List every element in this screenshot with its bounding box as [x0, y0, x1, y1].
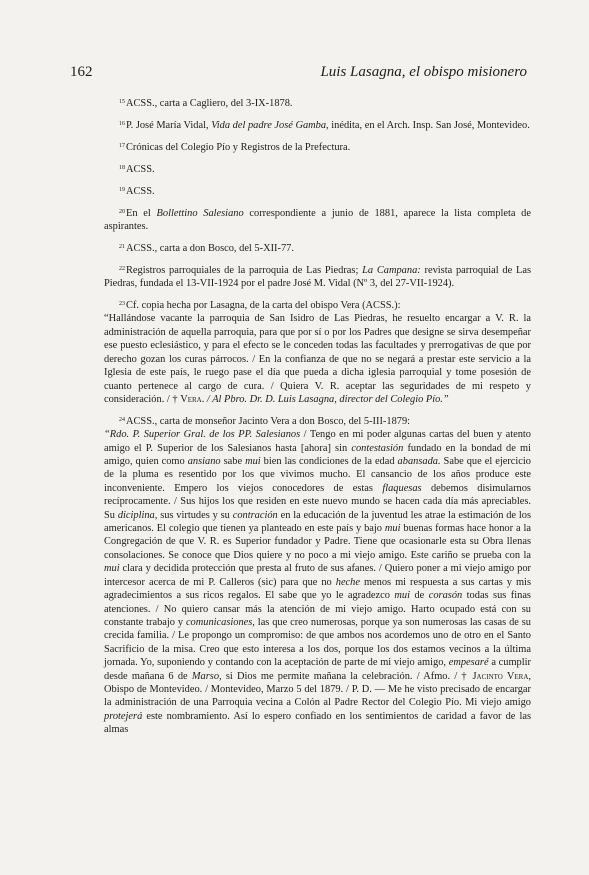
note-text: En el: [126, 207, 157, 219]
work-title: La Campana:: [362, 264, 421, 276]
note-number: 24: [119, 416, 125, 423]
note-number: 17: [119, 142, 125, 149]
work-title: Vida del padre José Gamba,: [211, 119, 329, 131]
quote-italic-run: Marso,: [191, 670, 222, 682]
signature: Jacinto Vera,: [472, 670, 531, 682]
page-number: 162: [70, 64, 93, 80]
footnotes: [104, 96, 531, 744]
quote-text-run: debemos disimularnos recíprocamente. / Sus hijos los que residen en este nuevo mundo se hacen cada día más apreciables. Su: [104, 482, 531, 521]
note-23: [104, 298, 531, 312]
note-text: ACSS., carta de monseñor Jacinto Vera a don Bosco, del 5-III-1879:: [126, 415, 411, 427]
vera-to-bosco-letter-quote: [104, 428, 531, 736]
note-number: 20: [119, 208, 125, 215]
quote-italic-run: ansiano: [187, 456, 221, 468]
quote-italic-run: corasón: [428, 590, 463, 602]
quote-italic-run: contestasión: [351, 442, 404, 454]
quote-text-run: Obispo de Montevideo. / Montevideo, Marzo 5 del 1879. / P. D. — Me he visto precisado de encargar la administración de una Parroquia vecina a Colón al Padre Rector del Colegio Pío. Mi viejo amigo: [104, 683, 531, 709]
quote-italic-run: abansada.: [397, 456, 441, 468]
quote-text-run: menos mi respuesta a sus cartas y mis agradecimientos a sus ricos regalos. El sabe que yo le agradezco: [104, 576, 531, 602]
work-title: Bollettino Salesiano: [156, 207, 244, 219]
quote-italic-run: protejerá: [104, 710, 143, 722]
note-text: correspondiente a junio de 1881, aparece la lista completa de aspirantes.: [104, 207, 531, 232]
note-16: [104, 118, 531, 132]
quote-italic-run: mui: [245, 456, 261, 468]
quote-italic-run: mui: [384, 523, 401, 535]
note-text: ACSS.: [126, 163, 155, 175]
note-22: [104, 263, 531, 291]
quote-text-run: sabe: [220, 456, 246, 468]
running-title: Luis Lasagna, el obispo misionero: [320, 64, 527, 80]
quote-text-run: / Tengo en mi poder algunas cartas del buen y atento amigo el P. Superior de los Salesianos hasta [ahora] sin: [104, 429, 531, 454]
note-24: [104, 414, 531, 428]
quote-text-run: las que creo numerosas, porque ya son numerosas las casas de su crecida familia. / Le propongo un compromiso: de que ambos nos acordemos uno de otro en el Santo Sacrificio de la misa. Creo que esto interesa a los dos, porque los dos estamos vecinos a la última jornada. Yo, suponiendo y contando con la aceptación de parte de mi viejo amigo,: [104, 616, 531, 669]
note-number: 16: [119, 120, 125, 127]
quote-text: “Hallándose vacante la parroquia de San Isidro de Las Piedras, he resuelto encargar a V. R. la administración de aquella parroquia, para que por sí o por los Padres que designe se sirva desempeñar ese puesto eclesiástico, y para el efecto se le conceden todas las facultades y prerrogativas de que por derecho gozan los curas párrocos. / En la confianza de que no se negará a prestar este servicio a la Iglesia de este país, le ruego pase el día que pueda a dicha iglesia parroquial y tome posesión de cuanto pertenece al cargo de cura. / Quiera V. R. aceptar las seguridades de mi respeto y consideración. / †: [104, 313, 531, 405]
note-20: [104, 206, 531, 234]
note-number: 22: [119, 265, 125, 272]
quote-italic-run: heche: [335, 576, 360, 588]
page-header: [70, 64, 527, 81]
quote-text-run: Sabe que el ejercicio de la pluma es resentido por los que vivimos mucho. El cansancio de los años produce este inconveniente. Empero los viejos conocedores de estas: [104, 456, 531, 494]
note-number: 15: [119, 99, 125, 105]
quote-italic-run: flaquesas: [382, 482, 422, 494]
quote-text-run: de: [410, 590, 429, 602]
quote-text-run: en la educación de la juventud les atrae la estimación de los americanos. El colegio que tienen ya planteado en este país y bajo: [104, 509, 531, 535]
quote-text-run: todas sus finas atenciones. / No quiero cansar más la atención de mi viejo amigo. Harto ocupado está con su constante trabajo y: [104, 590, 531, 628]
note-15: [104, 96, 531, 110]
note-text: P. José María Vidal,: [126, 119, 212, 131]
note-18: [104, 162, 531, 176]
note-number: 18: [119, 164, 125, 171]
note-19: [104, 184, 531, 198]
quote-text-run: si Dios me permite mañana la celebración. / Afmo. / †: [221, 670, 473, 682]
quote-italic-run: empesaré: [448, 657, 489, 669]
quote-text-run: este nombramiento. Así lo espero confiado en los sentimientos de caridad a favor de las almas: [104, 710, 531, 736]
note-text: ACSS.: [126, 185, 155, 197]
note-number: 19: [119, 186, 125, 193]
quote-text-run: buenas formas hace honor a la Congregación de que V. R. es Superior fundador y Padre. Tiene que ocasionarle esta su Obra llenas consolaciones. Se conoce que Dios quiere y no poco a mi viejo amigo. Este cariño se prueba con la: [104, 523, 531, 561]
note-text: Registros parroquiales de la parroquia de Las Piedras;: [126, 264, 363, 276]
quote-italic-run: mui: [394, 590, 411, 602]
signature: Vera.: [180, 393, 205, 405]
note-17: [104, 140, 531, 154]
quote-text-run: clara y decidida protección que presta al fruto de sus afanes. / Quiero poner a mi viejo amigo por intercesor acerca de mi P. Calleros (sic) para que no: [104, 563, 531, 588]
quote-closing: / Al Pbro. Dr. D. Luis Lasagna, director del Colegio Pío.”: [204, 393, 449, 405]
quote-text-run: a cumplir desde mañana 6 de: [104, 657, 531, 682]
quote-italic-run: “Rdo. P. Superior Gral. de los PP. Salesianos: [104, 429, 301, 441]
quote-italic-run: comunicasiones,: [185, 616, 255, 628]
note-text: ACSS., carta a don Bosco, del 5-XII-77.: [126, 242, 294, 254]
quote-text-run: fundado en la bondad de mi amigo, quien como: [104, 442, 531, 468]
note-text: Cf. copia hecha por Lasagna, de la carta del obispo Vera (ACSS.):: [126, 300, 401, 312]
quote-italic-run: contración: [232, 509, 278, 521]
quote-italic-run: mui: [104, 563, 120, 575]
quote-text-run: sus virtudes y su: [157, 509, 233, 521]
note-21: [104, 241, 531, 255]
bishop-vera-letter-quote: [104, 312, 531, 406]
note-text: Crónicas del Colegio Pío y Registros de la Prefectura.: [126, 141, 351, 153]
note-text: inédita, en el Arch. Insp. San José, Montevideo.: [328, 119, 530, 131]
note-text: revista parroquial de Las Piedras, fundada el 13-VII-1924 por el padre José M. Vidal (Nº 3, del 27-VII-1924).: [104, 264, 531, 290]
note-number: 23: [119, 301, 125, 308]
quote-italic-run: diciplina,: [117, 509, 158, 521]
quote-text-run: bien las condiciones de la edad: [260, 456, 398, 468]
note-number: 21: [119, 243, 125, 250]
note-text: ACSS., carta a Cagliero, del 3-IX-1878.: [126, 98, 293, 109]
